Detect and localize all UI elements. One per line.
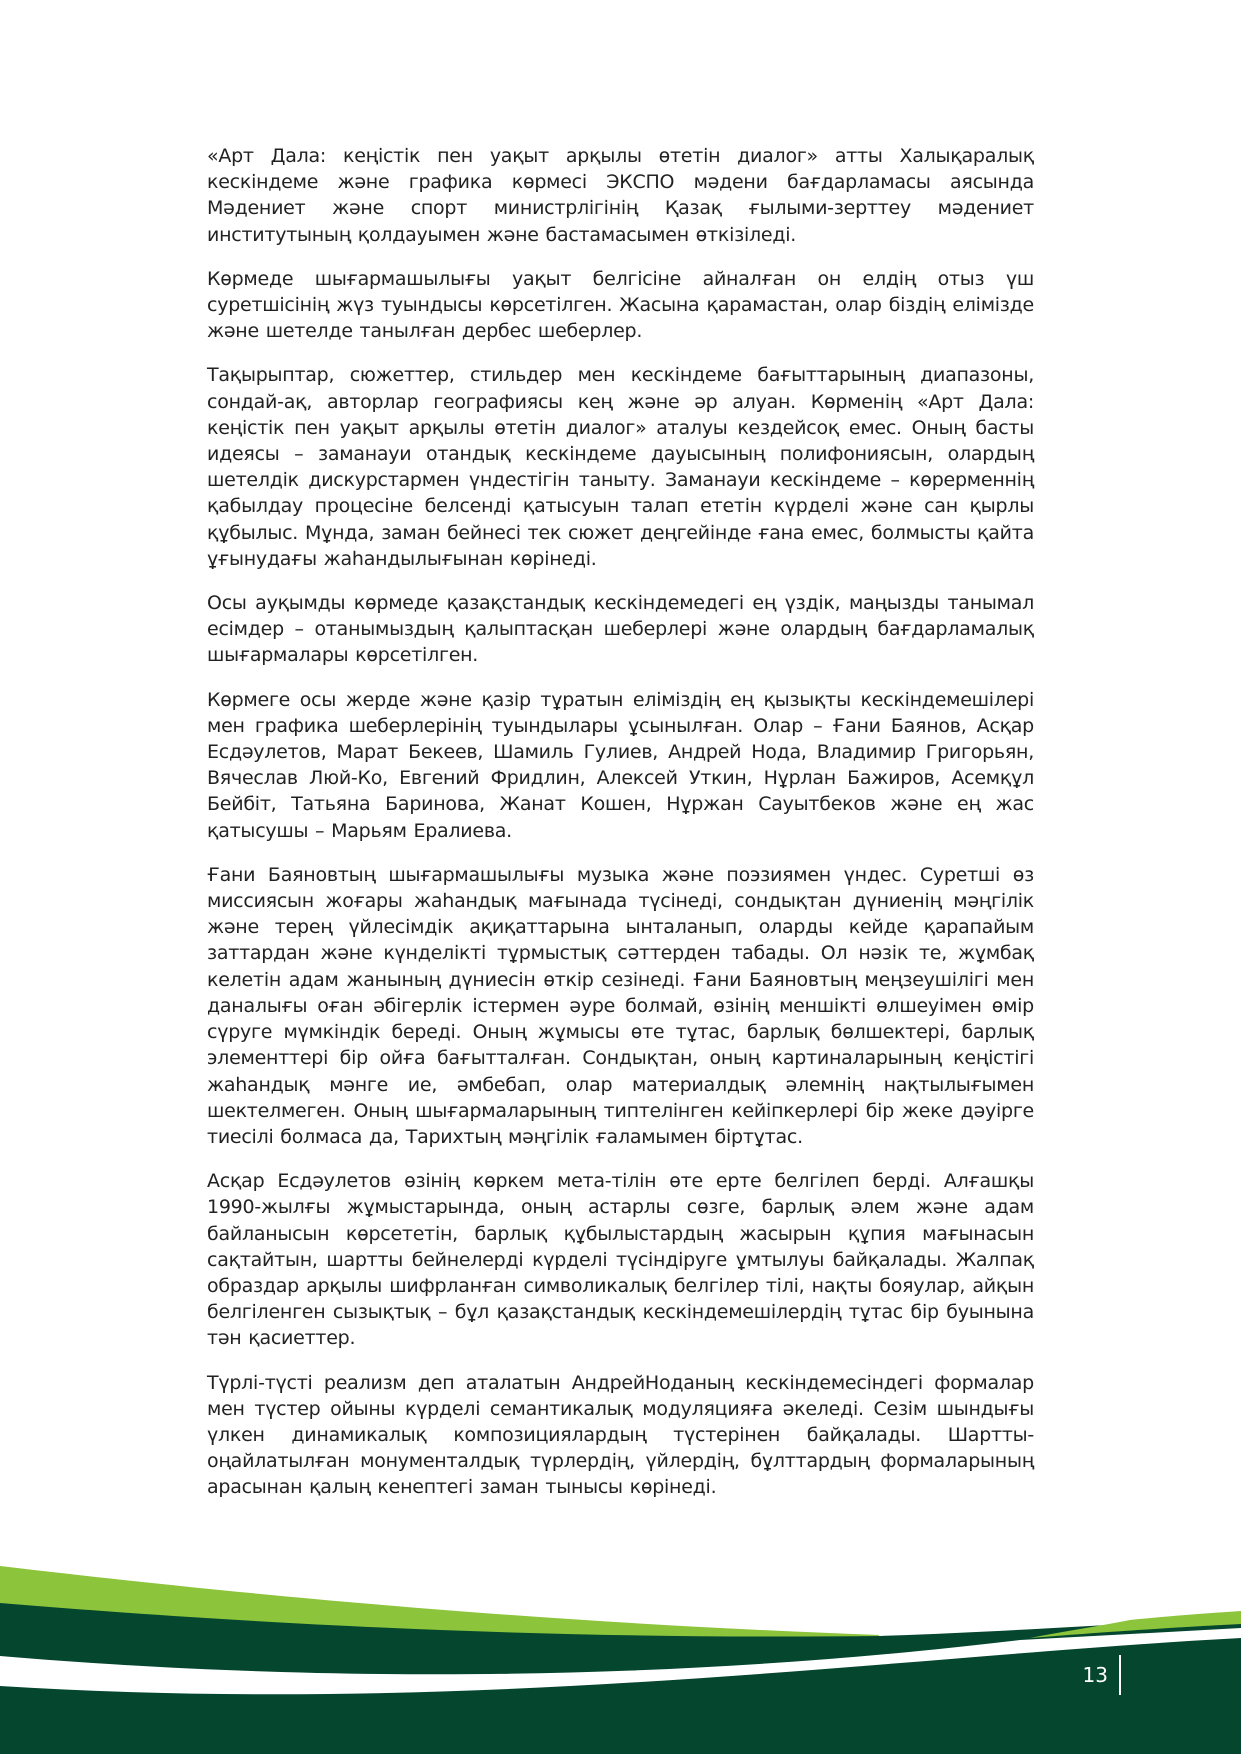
paragraph-1: «Арт Дала: кеңістік пен уақыт арқылы өтетін диалог» атты Халықаралық кескіндеме және графика көрмесі ЭКСПО мәдени бағдарламасы аясында Мәдениет және спорт министрлігінің Қазақ ғылыми-зерттеу мәдениет институтының қолдауымен және бастамасымен өткізіледі.	[207, 145, 1034, 246]
paragraph-8: Түрлі-түсті реализм деп аталатын АндрейНоданың кескіндемесіндегі формалар мен түстер ойыны күрделі семантикалық модуляцияға әкеледі. Сезім шындығы үлкен динамикалық композициялардың түстерінен байқалады. Шартты-оңайлатылған монументалдық түрлердің, үйлердің, бұлттардың формаларының арасынан қалың кенептегі заман тынысы көрінеді.	[207, 1371, 1034, 1499]
article-body	[207, 143, 1034, 1519]
footer-wave-decoration	[0, 1540, 1241, 1754]
page-number-divider	[1119, 1655, 1121, 1695]
paragraph-3: Тақырыптар, сюжеттер, стильдер мен кескіндеме бағыттарының диапазоны, сондай-ақ, авторлар географиясы кең және әр алуан. Көрменің «Арт Дала: кеңістік пен уақыт арқылы өтетін диалог» аталуы кездейсоқ емес. Оның басты идеясы – заманауи отандық кескіндеме дауысының полифониясын, олардың шетелдік дискурстармен үндестігін таныту. Заманауи кескіндеме – көрерменнің қабылдау процесіне белсенді қатысуын талап ететін күрделі және сан қырлы құбылыс. Мұнда, заман бейнесі тек сюжет деңгейінде ғана емес, болмысты қайта ұғынудағы жаһандылығынан көрінеді.	[207, 364, 1034, 570]
paragraph-5: Көрмеге осы жерде және қазір тұратын еліміздің ең қызықты кескіндемешілері мен графика шеберлерінің туындылары ұсынылған. Олар – Ғани Баянов, Асқар Есдәулетов, Марат Бекеев, Шамиль Гулиев, Андрей Нода, Владимир Григорьян, Вячеслав Люй-Ко, Евгений Фридлин, Алексей Уткин, Нұрлан Бажиров, Асемқұл Бейбіт, Татьяна Баринова, Жанат Кошен, Нұржан Сауытбеков және ең жас қатысушы – Марьям Ералиева.	[207, 688, 1034, 842]
paragraph-2: Көрмеде шығармашылығы уақыт белгісіне айналған он елдің отыз үш суретшісінің жүз туындысы көрсетілген. Жасына қарамастан, олар біздің елімізде және шетелде танылған дербес шеберлер.	[207, 267, 1034, 343]
page-number: 13	[1082, 1663, 1108, 1687]
paragraph-4: Осы ауқымды көрмеде қазақстандық кескіндемедегі ең үздік, маңызды танымал есімдер – отанымыздың қалыптасқан шеберлері және олардың бағдарламалық шығармалары көрсетілген.	[207, 592, 1034, 667]
paragraph-6: Ғани Баяновтың шығармашылығы музыка және поэзиямен үндес. Суретші өз миссиясын жоғары жаһандық мағынада түсінеді, сондықтан дүниенің мәңгілік және терең үйлесімдік ақиқаттарына ынталанып, оларды кейде қарапайым заттардан және күнделікті тұрмыстық сәттерден табады. Ол нәзік те, жұмбақ келетін адам жанының дүниесін өткір сезінеді. Ғани Баяновтың меңзеушілігі мен даналығы оған әбігерлік істермен әуре болмай, өзінің меншікті өлшеуімен өмір сүруге мүмкіндік береді. Оның жұмысы өте тұтас, барлық бөлшектері, барлық элементтері бір ойға бағытталған. Сондықтан, оның картиналарының кеңістігі жаһандық мәнге ие, әмбебап, олар материалдық әлемнің нақтылығымен шектелмеген. Оның шығармаларының типтелінген кейіпкерлері бір жеке дәуірге тиесілі болмаса да, Тарихтың мәңгілік ғаламымен біртұтас.	[207, 863, 1034, 1148]
paragraph-7: Асқар Есдәулетов өзінің көркем мета-тілін өте ерте белгілеп берді. Алғашқы 1990-жылғы жұмыстарында, оның астарлы сөзге, барлық әлем және адам байланысын көрсететін, барлық құбылыстардың жасырын құпия мағынасын сақтайтын, шартты бейнелерді күрделі түсіндіруге ұмтылуы байқалады. Жалпақ образдар арқылы шифрланған символикалық белгілер тілі, нақты бояулар, айқын белгіленген сызықтық – бұл қазақстандық кескіндемешілердің тұтас бір буынына тән қасиеттер.	[207, 1170, 1034, 1350]
